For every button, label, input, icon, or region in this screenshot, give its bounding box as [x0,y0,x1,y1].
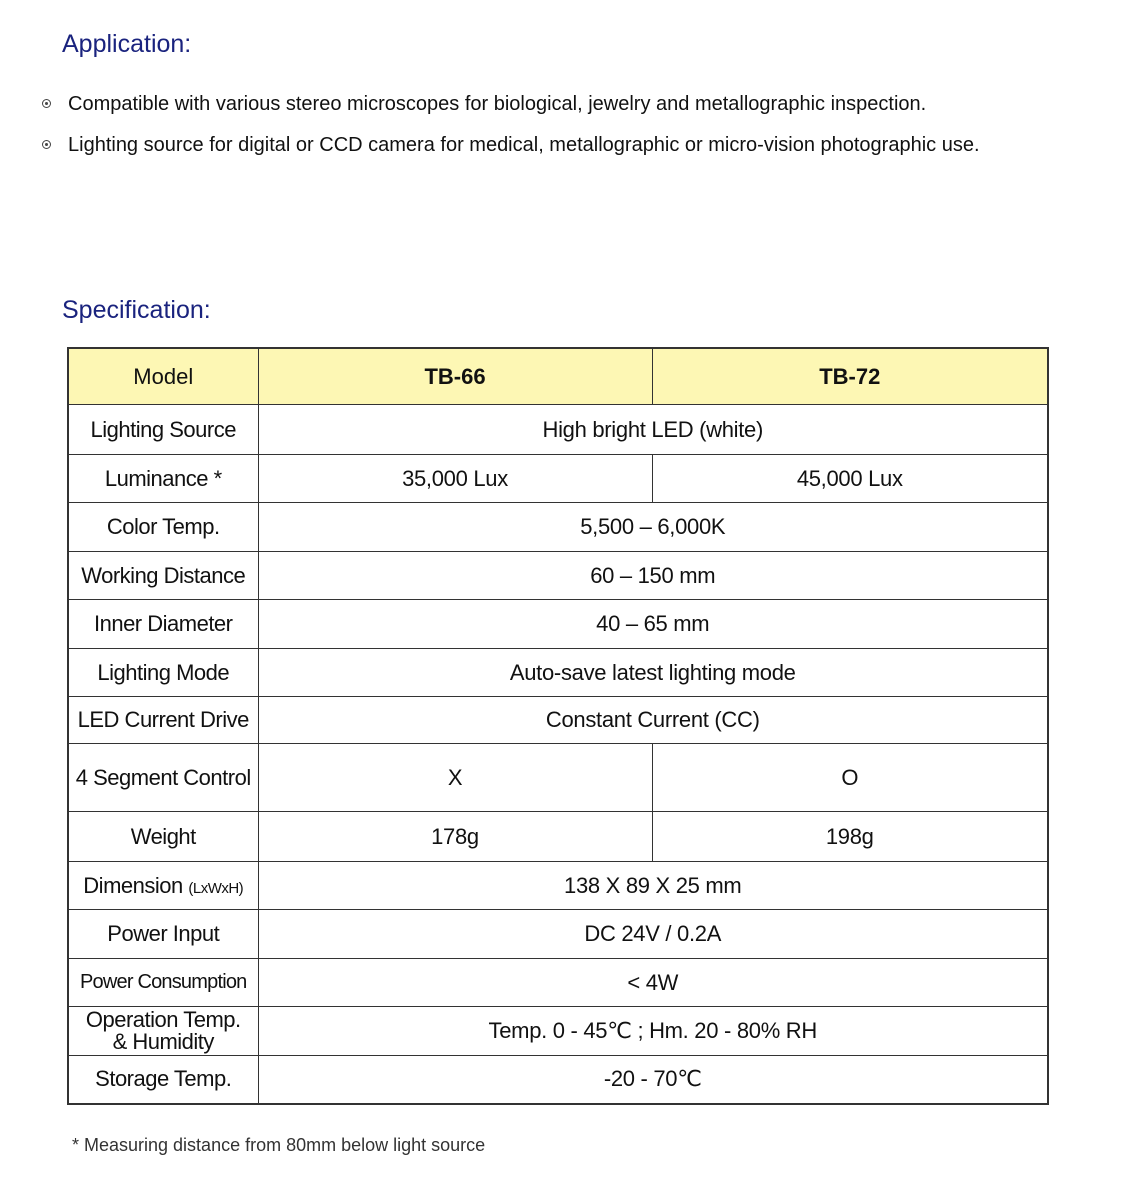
row-label: LED Current Drive [68,697,258,744]
row-label: Luminance * [68,455,258,503]
table-row [68,552,1048,600]
table-header-row [68,348,1048,405]
row-label-suffix: (LxWxH) [188,879,244,897]
header-model-tb72: TB-72 [652,348,1048,405]
row-value-tb72: 45,000 Lux [652,455,1048,503]
row-value: DC 24V / 0.2A [258,910,1048,959]
list-item [40,84,1080,125]
bullet-icon [42,140,51,149]
row-label: Lighting Mode [68,649,258,697]
row-value-tb72: O [652,744,1048,812]
row-value: 5,500 – 6,000K [258,503,1048,552]
row-label [68,862,258,910]
bullet-icon [42,99,51,108]
table-row [68,1056,1048,1104]
table-row [68,1007,1048,1056]
specification-table [67,347,1049,1105]
table-row [68,910,1048,959]
specification-title: Specification: [62,296,211,324]
row-value-tb72: 198g [652,812,1048,862]
row-value-tb66: 35,000 Lux [258,455,652,503]
list-item-text: Lighting source for digital or CCD camera for medical, metallographic or micro-vision photographic use. [68,134,980,156]
row-label: 4 Segment Control [68,744,258,812]
table-row [68,600,1048,649]
row-value: 40 – 65 mm [258,600,1048,649]
row-label: Color Temp. [68,503,258,552]
table-row [68,697,1048,744]
table-row [68,405,1048,455]
row-label: Power Input [68,910,258,959]
row-label: Weight [68,812,258,862]
application-title: Application: [62,30,192,58]
row-value: High bright LED (white) [258,405,1048,455]
table-row [68,503,1048,552]
row-label [68,1007,258,1056]
row-value: Constant Current (CC) [258,697,1048,744]
list-item [40,125,1080,166]
table-row [68,862,1048,910]
application-list [40,84,1080,166]
header-model-label: Model [68,348,258,405]
header-model-tb66: TB-66 [258,348,652,405]
row-value: 60 – 150 mm [258,552,1048,600]
row-value-tb66: X [258,744,652,812]
row-value: 138 X 89 X 25 mm [258,862,1048,910]
row-label-text: Dimension [83,872,183,898]
table-row [68,744,1048,812]
list-item-text: Compatible with various stereo microscopes for biological, jewelry and metallographic inspection. [68,93,927,115]
footnote: * Measuring distance from 80mm below light source [72,1135,486,1155]
table-row [68,455,1048,503]
row-label-line2: & Humidity [112,1029,214,1054]
row-value: Temp. 0 - 45℃ ; Hm. 20 - 80% RH [258,1007,1048,1056]
row-label-line1: Operation Temp. [85,1007,241,1032]
row-value: Auto-save latest lighting mode [258,649,1048,697]
row-label: Working Distance [68,552,258,600]
table-row [68,959,1048,1007]
row-value-tb66: 178g [258,812,652,862]
row-label: Power Consumption [68,959,258,1007]
row-label: Lighting Source [68,405,258,455]
row-value: -20 - 70℃ [258,1056,1048,1104]
row-label: Inner Diameter [68,600,258,649]
table-row [68,649,1048,697]
row-label: Storage Temp. [68,1056,258,1104]
row-value: < 4W [258,959,1048,1007]
table-row [68,812,1048,862]
